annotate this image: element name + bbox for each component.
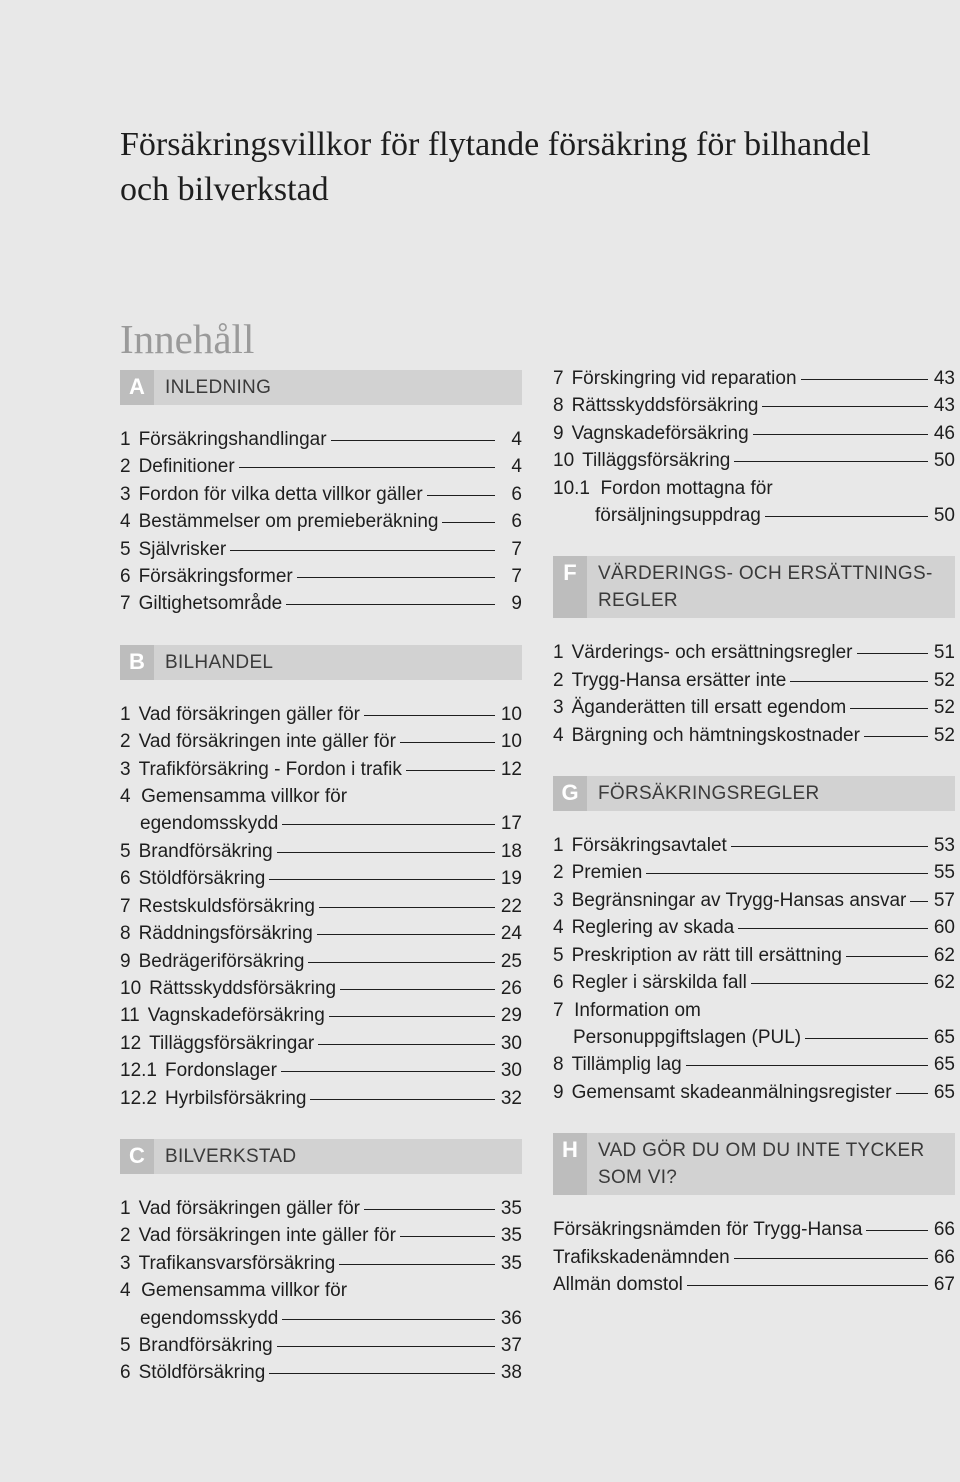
- toc-entry[interactable]: [120, 1195, 522, 1222]
- entry-label: Räddningsförsäkring: [138, 923, 313, 945]
- leader-line: [277, 1346, 495, 1347]
- entry-page: 53: [933, 835, 955, 857]
- toc-entry[interactable]: [120, 1030, 522, 1057]
- entry-label: Reglering av skada: [571, 917, 735, 939]
- entry-label: Gemensamma villkor för: [141, 786, 348, 808]
- entry-number: 12.1: [120, 1060, 157, 1082]
- leader-line: [850, 708, 928, 709]
- entry-label: Begränsningar av Trygg-Hansas ansvar: [571, 889, 907, 911]
- document-title-line2: och bilverkstad: [120, 171, 329, 208]
- entry-page: 32: [500, 1087, 522, 1109]
- toc-entry[interactable]: [120, 508, 522, 535]
- toc-entry[interactable]: [553, 1051, 955, 1078]
- entry-label: Trafikskadenämnden: [553, 1246, 730, 1268]
- toc-entry[interactable]: [120, 1332, 522, 1359]
- toc-entry[interactable]: [553, 420, 955, 447]
- section-c-letter: C: [120, 1139, 154, 1174]
- leader-line: [805, 1038, 928, 1039]
- entry-label: Gemensamt skadeanmälningsregister: [571, 1081, 892, 1103]
- leader-line: [762, 406, 928, 407]
- entry-number: 1: [120, 1197, 131, 1219]
- entry-label: Vagnskadeförsäkring: [147, 1005, 325, 1027]
- entry-label: Allmän domstol: [553, 1273, 683, 1295]
- entry-label: Förskingring vid reparation: [571, 368, 797, 389]
- leader-line: [318, 1044, 495, 1045]
- entry-label: Information om: [574, 999, 701, 1021]
- toc-entry[interactable]: [120, 1057, 522, 1084]
- entry-number: 1: [553, 835, 564, 857]
- entry-page: 65: [933, 1026, 955, 1048]
- entry-number: 9: [553, 1081, 564, 1103]
- leader-line: [731, 846, 928, 847]
- leader-line: [400, 1236, 495, 1237]
- toc-entry[interactable]: [120, 453, 522, 480]
- entry-page: 10: [500, 731, 522, 753]
- section-g: [553, 776, 955, 1106]
- toc-entry[interactable]: [553, 694, 955, 721]
- toc-entry[interactable]: [120, 783, 522, 838]
- toc-entry[interactable]: [553, 914, 955, 941]
- entry-label: Fordonslager: [164, 1060, 277, 1082]
- entry-number: 4: [120, 511, 131, 533]
- section-g-entries: [553, 832, 955, 1106]
- entry-page: 35: [500, 1252, 522, 1274]
- leader-line: [308, 962, 495, 963]
- entry-label: Stöldförsäkring: [138, 1362, 266, 1384]
- entry-page: 51: [933, 642, 955, 664]
- leader-line: [331, 440, 495, 441]
- toc-left-column: [120, 370, 522, 1387]
- entry-label: Definitioner: [138, 456, 235, 478]
- section-a-title: INLEDNING: [165, 377, 272, 398]
- entry-label: Rättsskyddsförsäkring: [149, 977, 337, 999]
- toc-entry[interactable]: [553, 1244, 955, 1271]
- entry-number: 7: [553, 368, 564, 389]
- entry-page: 30: [500, 1060, 522, 1082]
- toc-entry[interactable]: [553, 969, 955, 996]
- leader-line: [339, 1264, 495, 1265]
- section-b-title: BILHANDEL: [165, 651, 274, 673]
- toc-entry[interactable]: [120, 948, 522, 975]
- entry-page: 46: [933, 422, 955, 444]
- section-h: [553, 1133, 955, 1298]
- entry-page: 6: [511, 511, 522, 533]
- entry-number: 8: [120, 923, 131, 945]
- leader-line: [239, 467, 495, 468]
- entry-page: 52: [933, 724, 955, 746]
- entry-page: 55: [933, 862, 955, 884]
- leader-line: [910, 901, 928, 902]
- leader-line: [734, 1258, 928, 1259]
- entry-page: 4: [511, 456, 522, 478]
- leader-line: [269, 1373, 495, 1374]
- toc-entry[interactable]: [120, 756, 522, 783]
- leader-line: [282, 1319, 495, 1320]
- entry-label: Bedrägeriförsäkring: [138, 950, 305, 972]
- entry-number: 8: [553, 1054, 564, 1076]
- entry-label: Bestämmelser om premieberäkning: [138, 511, 439, 533]
- toc-entry[interactable]: [553, 1271, 955, 1298]
- entry-page: 43: [933, 395, 955, 417]
- leader-line: [751, 983, 928, 984]
- entry-label: Restskuldsförsäkring: [138, 895, 315, 917]
- entry-page: 36: [500, 1307, 522, 1329]
- entry-page: 19: [500, 868, 522, 890]
- section-b-entries: [120, 701, 522, 1112]
- entry-label: Tilläggsförsäkringar: [149, 1032, 315, 1054]
- section-b-header: [120, 645, 522, 680]
- leader-line: [765, 516, 928, 517]
- entry-label: Vad försäkringen gäller för: [138, 703, 361, 725]
- toc-entry[interactable]: [120, 920, 522, 947]
- section-c-title: BILVERKSTAD: [165, 1145, 297, 1167]
- leader-line: [317, 934, 495, 935]
- leader-line: [400, 742, 495, 743]
- entry-page: 43: [933, 368, 955, 389]
- section-a: [120, 370, 522, 618]
- entry-label: Tilläggsförsäkring: [582, 450, 731, 472]
- section-b: [120, 645, 522, 1112]
- leader-line: [801, 379, 928, 380]
- entry-page: 26: [500, 977, 522, 999]
- entry-number: 10.1: [553, 477, 590, 499]
- entry-number: 11: [120, 1005, 140, 1027]
- entry-page: 6: [511, 483, 522, 505]
- leader-line: [846, 956, 928, 957]
- leader-line: [364, 1209, 495, 1210]
- entry-number: 10: [120, 977, 142, 999]
- entry-label: Stöldförsäkring: [138, 868, 266, 890]
- entry-page: 52: [933, 697, 955, 719]
- entry-number: 12.2: [120, 1087, 157, 1109]
- entry-page: 35: [500, 1225, 522, 1247]
- leader-line: [738, 928, 928, 929]
- entry-number: 5: [120, 1334, 131, 1356]
- entry-label: Försäkringsformer: [138, 566, 293, 588]
- entry-label: Trygg-Hansa ersätter inte: [571, 669, 787, 691]
- entry-page: 7: [511, 566, 522, 588]
- leader-line: [427, 495, 495, 496]
- toc-entry[interactable]: [120, 1277, 522, 1332]
- entry-number: 5: [120, 538, 131, 560]
- toc-entry[interactable]: [553, 1216, 955, 1243]
- entry-page: 60: [933, 917, 955, 939]
- entry-number: 12: [120, 1032, 142, 1054]
- toc-entry[interactable]: [120, 1085, 522, 1112]
- leader-line: [753, 434, 928, 435]
- section-a-letter: A: [120, 370, 154, 405]
- entry-label: Brandförsäkring: [138, 840, 273, 862]
- section-c-header: [120, 1139, 522, 1174]
- toc-entry[interactable]: [553, 475, 955, 530]
- entry-number: 5: [120, 840, 131, 862]
- entry-label: Premien: [571, 862, 643, 884]
- entry-page: 25: [500, 950, 522, 972]
- leader-line: [686, 1065, 928, 1066]
- entry-page: 52: [933, 669, 955, 691]
- entry-number: 8: [553, 395, 564, 417]
- toc-entry[interactable]: [120, 893, 522, 920]
- entry-label: Rättsskyddsförsäkring: [571, 395, 759, 417]
- entry-label: Försäkringsnämden för Trygg-Hansa: [553, 1219, 863, 1241]
- entry-label: Preskription av rätt till ersättning: [571, 944, 842, 966]
- toc-entry[interactable]: [120, 865, 522, 892]
- leader-line: [646, 873, 928, 874]
- entry-label: Värderings- och ersättningsregler: [571, 642, 853, 664]
- entry-label: Vad försäkringen inte gäller för: [138, 731, 396, 753]
- entry-label: Vagnskadeförsäkring: [571, 422, 749, 444]
- entry-number: 4: [553, 724, 564, 746]
- entry-number: 3: [120, 1252, 131, 1274]
- toc-entry[interactable]: [120, 1250, 522, 1277]
- leader-line: [282, 824, 495, 825]
- leader-line: [857, 653, 929, 654]
- toc-entry[interactable]: [120, 563, 522, 590]
- entry-number: 1: [553, 642, 564, 664]
- toc-entry[interactable]: [120, 975, 522, 1002]
- entry-page: 29: [500, 1005, 522, 1027]
- entry-number: 2: [120, 456, 131, 478]
- section-f-title: [587, 556, 943, 618]
- document-title: [120, 122, 920, 212]
- entry-page: 67: [933, 1273, 955, 1295]
- entry-number: 6: [120, 566, 131, 588]
- entry-label: Vad försäkringen inte gäller för: [138, 1225, 396, 1247]
- toc-right-column: [553, 365, 955, 1298]
- entry-page: 66: [933, 1219, 955, 1241]
- entry-label: Fordon mottagna för: [600, 477, 773, 499]
- toc-entry[interactable]: [553, 942, 955, 969]
- section-c: [120, 1139, 522, 1387]
- toc-entry[interactable]: [120, 1359, 522, 1386]
- toc-entry[interactable]: [553, 392, 955, 419]
- entry-number: 1: [120, 703, 131, 725]
- toc-entry[interactable]: [120, 728, 522, 755]
- entry-label: Fordon för vilka detta villkor gäller: [138, 483, 423, 505]
- section-h-header: [553, 1133, 955, 1195]
- toc-entry[interactable]: [120, 1222, 522, 1249]
- entry-page: 50: [933, 505, 955, 527]
- entry-number: 6: [120, 1362, 131, 1384]
- section-h-entries: [553, 1216, 955, 1298]
- entry-label-continued: Personuppgiftslagen (PUL): [573, 1026, 802, 1048]
- entry-number: 3: [553, 889, 564, 911]
- entry-page: 37: [500, 1334, 522, 1356]
- entry-number: 3: [120, 758, 131, 780]
- section-f: [553, 556, 955, 749]
- entry-number: 7: [120, 593, 131, 615]
- section-c-continued-entries: [553, 365, 955, 529]
- entry-label: Försäkringshandlingar: [138, 429, 327, 450]
- entry-label: Äganderätten till ersatt egendom: [571, 697, 847, 719]
- leader-line: [790, 681, 928, 682]
- entry-number: 3: [120, 483, 131, 505]
- entry-number: 2: [553, 862, 564, 884]
- section-h-letter: H: [553, 1133, 587, 1195]
- toc-entry[interactable]: [553, 667, 955, 694]
- leader-line: [269, 879, 495, 880]
- leader-line: [864, 736, 928, 737]
- section-g-letter: G: [553, 776, 587, 811]
- entry-number: 2: [120, 1225, 131, 1247]
- section-g-header: [553, 776, 955, 811]
- toc-entry[interactable]: [553, 997, 955, 1052]
- toc-entry[interactable]: [120, 701, 522, 728]
- section-a-header: [120, 370, 522, 405]
- entry-page: 24: [500, 923, 522, 945]
- entry-label: Tillämplig lag: [571, 1054, 682, 1076]
- toc-entry[interactable]: [553, 639, 955, 666]
- entry-number: 9: [120, 950, 131, 972]
- leader-line: [734, 461, 928, 462]
- leader-line: [297, 577, 495, 578]
- section-f-entries: [553, 639, 955, 749]
- toc-entry[interactable]: [120, 838, 522, 865]
- entry-label: Brandförsäkring: [138, 1334, 273, 1356]
- entry-number: 6: [120, 868, 131, 890]
- entry-number: 4: [120, 1280, 131, 1302]
- section-f-letter: F: [553, 556, 587, 618]
- entry-number: 2: [553, 669, 564, 691]
- entry-page: 38: [500, 1362, 522, 1384]
- entry-number: 10: [553, 450, 575, 472]
- section-f-title-line1: VÄRDERINGS- OCH ERSÄTTNINGS-: [598, 563, 933, 585]
- entry-number: 9: [553, 422, 564, 444]
- entry-label: Giltighetsområde: [138, 593, 283, 615]
- entry-label: Trafikansvarsförsäkring: [138, 1252, 336, 1274]
- toc-entry[interactable]: [120, 481, 522, 508]
- entry-label-continued: försäljningsuppdrag: [595, 505, 761, 527]
- section-h-title-line2: SOM VI?: [598, 1167, 678, 1189]
- entry-label: Trafikförsäkring - Fordon i trafik: [138, 758, 402, 780]
- leader-line: [442, 522, 495, 523]
- section-g-title: FÖRSÄKRINGSREGLER: [598, 783, 820, 805]
- entry-page: 18: [500, 840, 522, 862]
- entry-page: 65: [933, 1081, 955, 1103]
- entry-page: 7: [511, 538, 522, 560]
- toc-entry[interactable]: [120, 426, 522, 453]
- entry-page: 12: [500, 758, 522, 780]
- section-b-letter: B: [120, 645, 154, 680]
- toc-entry[interactable]: [553, 887, 955, 914]
- entry-page: 17: [500, 813, 522, 835]
- entry-page: 30: [500, 1032, 522, 1054]
- section-h-title: [587, 1133, 935, 1195]
- toc-heading: Innehåll: [120, 316, 255, 362]
- toc-entry[interactable]: [553, 832, 955, 859]
- leader-line: [286, 604, 495, 605]
- leader-line: [277, 852, 495, 853]
- section-a-entries: [120, 426, 522, 618]
- entry-page: 9: [511, 593, 522, 615]
- toc-entry[interactable]: [120, 1002, 522, 1029]
- entry-page: 22: [500, 895, 522, 917]
- document-title-line1: Försäkringsvillkor för flytande försäkring för bilhandel: [120, 126, 871, 163]
- toc-entry[interactable]: [553, 365, 955, 392]
- entry-label: Hyrbilsförsäkring: [164, 1087, 307, 1109]
- entry-label: Försäkringsavtalet: [571, 835, 727, 857]
- leader-line: [230, 550, 495, 551]
- entry-number: 5: [553, 944, 564, 966]
- leader-line: [310, 1099, 495, 1100]
- entry-page: 66: [933, 1246, 955, 1268]
- leader-line: [281, 1071, 495, 1072]
- entry-number: 4: [120, 786, 131, 808]
- entry-page: 4: [511, 429, 522, 450]
- toc-entry[interactable]: [553, 859, 955, 886]
- entry-number: 2: [120, 731, 131, 753]
- entry-page: 35: [500, 1197, 522, 1219]
- leader-line: [866, 1230, 928, 1231]
- leader-line: [687, 1285, 928, 1286]
- leader-line: [329, 1016, 495, 1017]
- toc-entry[interactable]: [120, 590, 522, 617]
- entry-page: 62: [933, 972, 955, 994]
- section-h-title-line1: VAD GÖR DU OM DU INTE TYCKER: [598, 1140, 925, 1162]
- entry-number: 7: [553, 999, 564, 1021]
- toc-entry[interactable]: [120, 536, 522, 563]
- toc-entry[interactable]: [553, 722, 955, 749]
- entry-page: 65: [933, 1054, 955, 1076]
- toc-entry[interactable]: [553, 1079, 955, 1106]
- entry-page: 50: [933, 450, 955, 472]
- entry-label-continued: egendomsskydd: [140, 813, 279, 835]
- entry-label: Gemensamma villkor för: [141, 1280, 348, 1302]
- entry-number: 4: [553, 917, 564, 939]
- section-f-title-line2: REGLER: [598, 590, 678, 612]
- entry-label: Självrisker: [138, 538, 227, 560]
- leader-line: [896, 1093, 928, 1094]
- leader-line: [364, 715, 495, 716]
- toc-entry[interactable]: [553, 447, 955, 474]
- entry-label: Bärgning och hämtningskostnader: [571, 724, 860, 746]
- entry-number: 7: [120, 895, 131, 917]
- entry-number: 6: [553, 972, 564, 994]
- entry-page: 62: [933, 944, 955, 966]
- entry-page: 10: [500, 703, 522, 725]
- entry-page: 57: [933, 889, 955, 911]
- entry-number: 1: [120, 429, 131, 450]
- leader-line: [340, 989, 495, 990]
- section-c-entries: [120, 1195, 522, 1387]
- entry-number: 3: [553, 697, 564, 719]
- leader-line: [319, 907, 495, 908]
- entry-label-continued: egendomsskydd: [140, 1307, 279, 1329]
- entry-label: Vad försäkringen gäller för: [138, 1197, 361, 1219]
- leader-line: [406, 770, 495, 771]
- section-f-header: [553, 556, 955, 618]
- entry-label: Regler i särskilda fall: [571, 972, 747, 994]
